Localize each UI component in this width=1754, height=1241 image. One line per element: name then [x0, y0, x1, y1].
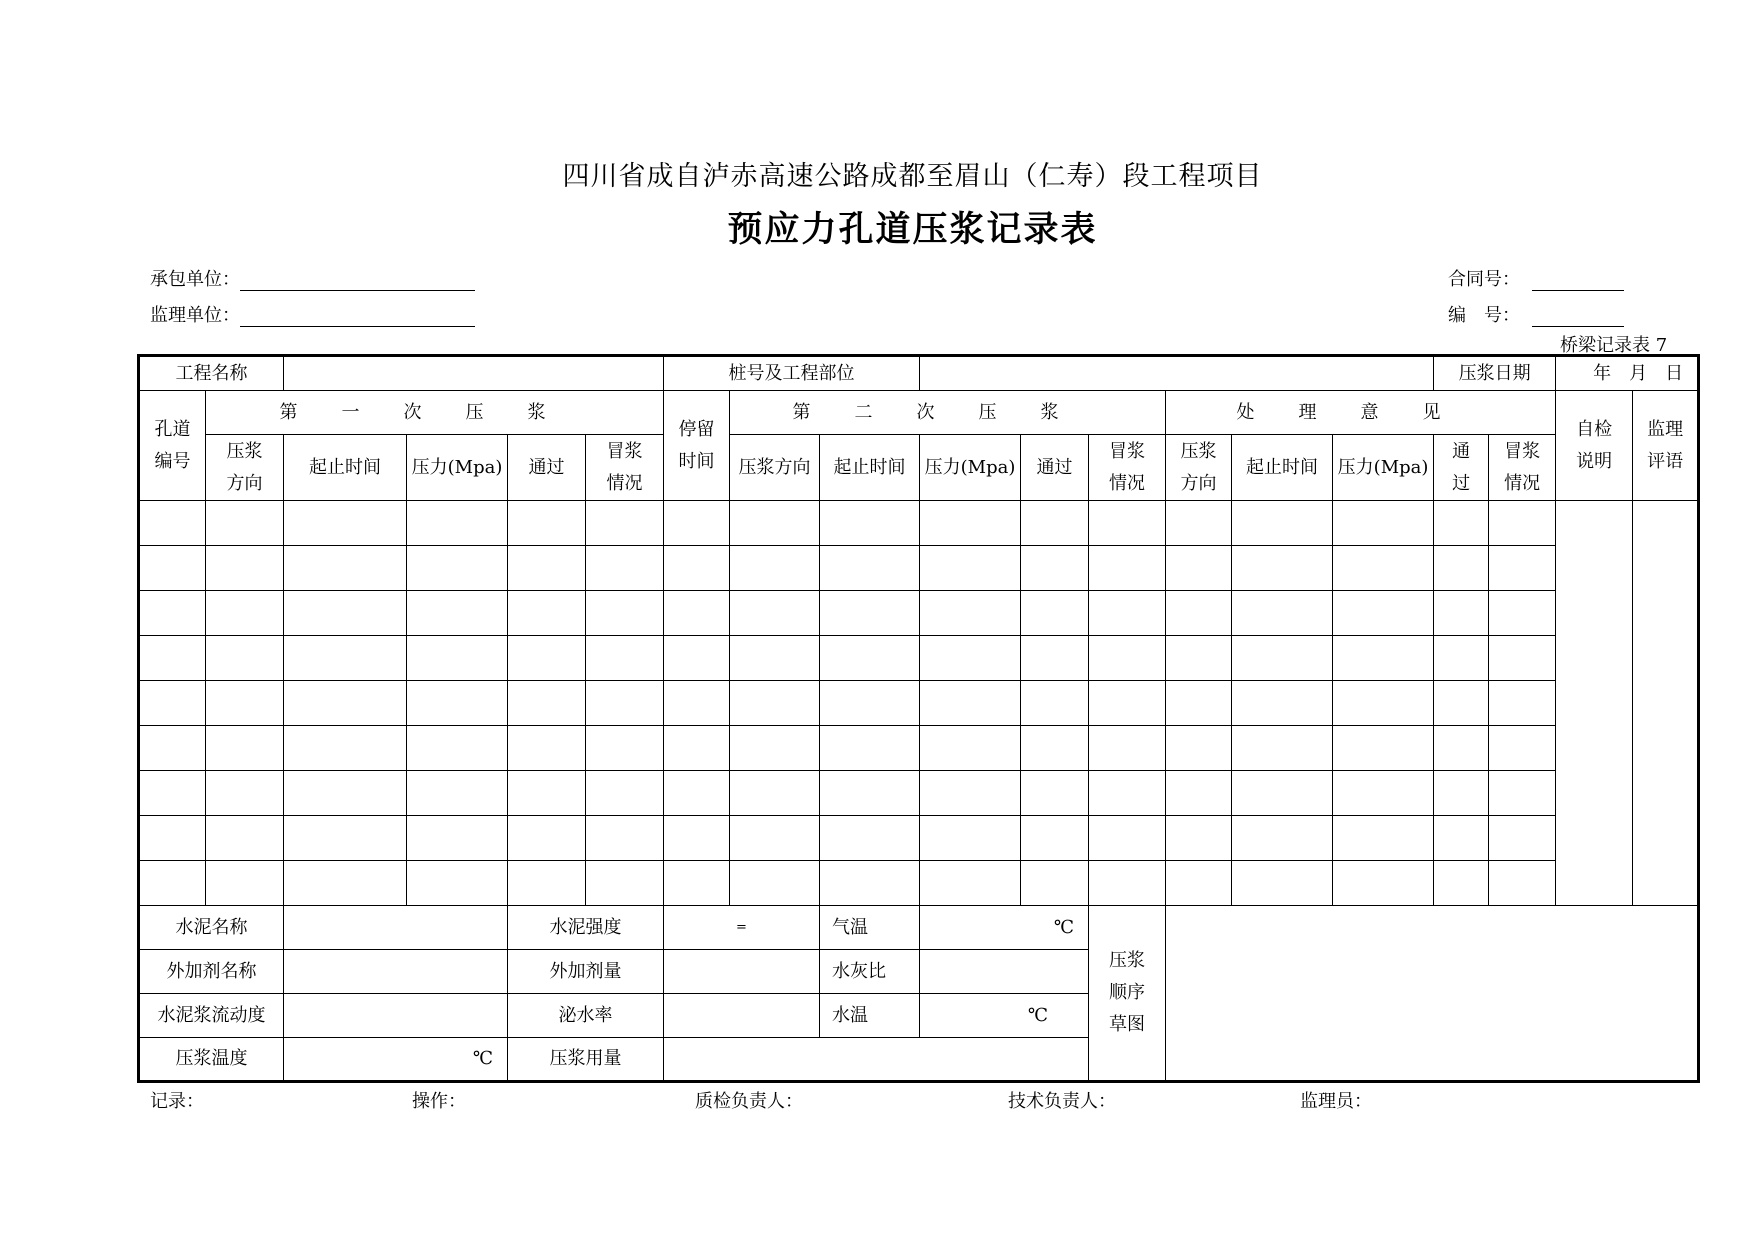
- table-cell[interactable]: [284, 681, 407, 726]
- table-cell[interactable]: [1089, 546, 1166, 591]
- table-cell[interactable]: [664, 771, 730, 816]
- table-cell[interactable]: [1434, 636, 1489, 681]
- table-cell[interactable]: [1434, 861, 1489, 906]
- table-cell[interactable]: [1021, 681, 1089, 726]
- project-name-label: 工程名称: [139, 356, 284, 391]
- table-cell[interactable]: [1089, 771, 1166, 816]
- table-cell[interactable]: [586, 501, 664, 546]
- table-cell[interactable]: [139, 546, 206, 591]
- sub-pressure-2: 压力(Mpa): [920, 435, 1021, 501]
- table-row: [139, 636, 1699, 681]
- table-cell[interactable]: [206, 636, 284, 681]
- grout-date-value[interactable]: 年 月 日: [1556, 356, 1699, 391]
- table-row: [139, 681, 1699, 726]
- table-cell[interactable]: [139, 726, 206, 771]
- grout-temp-label: 压浆温度: [139, 1038, 284, 1082]
- supervisor-label: 监理单位：: [150, 305, 240, 326]
- table-row: [139, 726, 1699, 771]
- admixture-name-label: 外加剂名称: [139, 950, 284, 994]
- table-cell[interactable]: [1232, 771, 1333, 816]
- table-cell[interactable]: [820, 771, 920, 816]
- serial-no-label: 编 号：: [1448, 305, 1520, 326]
- sketch-area[interactable]: [1166, 906, 1699, 1082]
- fluidity-label: 水泥浆流动度: [139, 994, 284, 1038]
- self-check-value[interactable]: [1556, 501, 1633, 906]
- table-cell[interactable]: [820, 681, 920, 726]
- table-cell[interactable]: [820, 591, 920, 636]
- table-cell[interactable]: [508, 501, 586, 546]
- table-cell[interactable]: [139, 816, 206, 861]
- header-row-2: [139, 435, 1699, 501]
- table-cell[interactable]: [820, 546, 920, 591]
- station-label: 桩号及工程部位: [664, 356, 920, 391]
- table-cell[interactable]: [1232, 546, 1333, 591]
- table-cell[interactable]: [1232, 591, 1333, 636]
- table-cell[interactable]: [586, 726, 664, 771]
- table-cell[interactable]: [1489, 591, 1556, 636]
- table-cell[interactable]: [206, 681, 284, 726]
- serial-no-line[interactable]: [1532, 308, 1624, 327]
- table-cell[interactable]: [284, 636, 407, 681]
- table-cell[interactable]: [1089, 726, 1166, 771]
- table-row: [139, 591, 1699, 636]
- wc-ratio-value[interactable]: [920, 950, 1089, 994]
- table-cell[interactable]: [1333, 681, 1434, 726]
- table-cell[interactable]: [1489, 681, 1556, 726]
- table-cell[interactable]: [1232, 681, 1333, 726]
- table-cell[interactable]: [508, 861, 586, 906]
- table-cell[interactable]: [1434, 726, 1489, 771]
- table-cell[interactable]: [407, 546, 508, 591]
- sub-pressure-1: 压力(Mpa): [407, 435, 508, 501]
- table-cell[interactable]: [1489, 546, 1556, 591]
- sub-direction-2: 压浆方向: [730, 435, 820, 501]
- table-cell[interactable]: [1089, 591, 1166, 636]
- table-cell[interactable]: [407, 861, 508, 906]
- table-cell[interactable]: [730, 546, 820, 591]
- table-cell[interactable]: [1232, 816, 1333, 861]
- grout-amount-label: 压浆用量: [508, 1038, 664, 1082]
- operator-label: 操作：: [412, 1091, 466, 1112]
- bleeding-label: 泌水率: [508, 994, 664, 1038]
- table-cell[interactable]: [730, 816, 820, 861]
- table-cell[interactable]: [586, 546, 664, 591]
- project-name-value[interactable]: [284, 356, 664, 391]
- cement-strength-label: 水泥强度: [508, 906, 664, 950]
- table-cell[interactable]: [1089, 681, 1166, 726]
- sub-overflow-1: 冒浆情况: [586, 435, 664, 501]
- table-cell[interactable]: [407, 636, 508, 681]
- tech-label: 技术负责人：: [1008, 1091, 1116, 1112]
- sub-overflow-3: 冒浆情况: [1489, 435, 1556, 501]
- table-cell[interactable]: [139, 681, 206, 726]
- table-cell[interactable]: [920, 591, 1021, 636]
- table-cell[interactable]: [1089, 636, 1166, 681]
- table-cell[interactable]: [820, 636, 920, 681]
- col-self-check: 自检说明: [1556, 391, 1633, 501]
- supervisor-field: [150, 301, 475, 327]
- table-cell[interactable]: [920, 681, 1021, 726]
- admixture-name-value[interactable]: [284, 950, 508, 994]
- sub-overflow-2: 冒浆情况: [1089, 435, 1166, 501]
- table-cell[interactable]: [664, 861, 730, 906]
- cement-name-label: 水泥名称: [139, 906, 284, 950]
- table-cell[interactable]: [508, 546, 586, 591]
- table-cell[interactable]: [920, 771, 1021, 816]
- serial-no-field: [1448, 301, 1624, 327]
- table-cell[interactable]: [206, 726, 284, 771]
- table-cell[interactable]: [1434, 771, 1489, 816]
- contractor-field: [150, 265, 475, 291]
- table-cell[interactable]: [730, 636, 820, 681]
- table-cell[interactable]: [1021, 591, 1089, 636]
- table-cell[interactable]: [407, 771, 508, 816]
- table-cell[interactable]: [508, 636, 586, 681]
- table-cell[interactable]: [284, 771, 407, 816]
- table-cell[interactable]: [1232, 636, 1333, 681]
- table-row: [139, 546, 1699, 591]
- col-dwell-time: 停留时间: [664, 391, 730, 501]
- supervisor-line[interactable]: [240, 308, 475, 327]
- sub-direction-3: 压浆方向: [1166, 435, 1232, 501]
- table-cell[interactable]: [508, 726, 586, 771]
- table-cell[interactable]: [1232, 501, 1333, 546]
- table-cell[interactable]: [1333, 771, 1434, 816]
- table-cell[interactable]: [206, 861, 284, 906]
- table-cell[interactable]: [1166, 501, 1232, 546]
- table-row: [139, 501, 1699, 546]
- table-cell[interactable]: [920, 636, 1021, 681]
- table-cell[interactable]: [1089, 816, 1166, 861]
- table-cell[interactable]: [1021, 771, 1089, 816]
- table-cell[interactable]: [284, 816, 407, 861]
- grout-amount-value[interactable]: [664, 1038, 1089, 1082]
- table-cell[interactable]: [664, 501, 730, 546]
- table-cell[interactable]: [730, 861, 820, 906]
- table-cell[interactable]: [820, 501, 920, 546]
- grout-date-label: 压浆日期: [1434, 356, 1556, 391]
- sketch-label: 压浆顺序草图: [1089, 906, 1166, 1082]
- table-cell[interactable]: [508, 591, 586, 636]
- table-cell[interactable]: [1434, 681, 1489, 726]
- table-cell[interactable]: [730, 501, 820, 546]
- table-cell[interactable]: [664, 726, 730, 771]
- table-cell[interactable]: [407, 816, 508, 861]
- cement-name-value[interactable]: [284, 906, 508, 950]
- info-row: [139, 356, 1699, 391]
- table-cell[interactable]: [508, 681, 586, 726]
- table-cell[interactable]: [1333, 816, 1434, 861]
- table-cell[interactable]: [1333, 546, 1434, 591]
- table-cell[interactable]: [1166, 861, 1232, 906]
- form-title: 预应力孔道压浆记录表: [727, 209, 1098, 250]
- table-cell[interactable]: [1021, 501, 1089, 546]
- table-cell[interactable]: [920, 816, 1021, 861]
- table-cell[interactable]: [1089, 501, 1166, 546]
- table-cell[interactable]: [730, 726, 820, 771]
- table-cell[interactable]: [1232, 726, 1333, 771]
- table-cell[interactable]: [1166, 726, 1232, 771]
- table-cell[interactable]: [730, 591, 820, 636]
- materials-row-1: [139, 906, 1699, 950]
- col-supervisor-comment: 监理评语: [1633, 391, 1699, 501]
- supervisor-signature-label: 监理员：: [1300, 1091, 1372, 1112]
- table-cell[interactable]: [1333, 861, 1434, 906]
- table-cell[interactable]: [206, 771, 284, 816]
- table-cell[interactable]: [407, 501, 508, 546]
- table-cell[interactable]: [1489, 726, 1556, 771]
- table-cell[interactable]: [1021, 636, 1089, 681]
- contractor-line[interactable]: [240, 272, 475, 291]
- sub-direction-1: 压浆方向: [206, 435, 284, 501]
- table-cell[interactable]: [820, 816, 920, 861]
- table-cell[interactable]: [1166, 816, 1232, 861]
- grout-temp-value[interactable]: ℃: [284, 1038, 508, 1082]
- table-cell[interactable]: [1021, 816, 1089, 861]
- col-treatment: 处理意见: [1166, 391, 1556, 435]
- table-row: [139, 861, 1699, 906]
- table-cell[interactable]: [1434, 501, 1489, 546]
- table-cell[interactable]: [284, 726, 407, 771]
- table-row: [139, 816, 1699, 861]
- supervisor-comment-value[interactable]: [1633, 501, 1699, 906]
- table-cell[interactable]: [664, 546, 730, 591]
- water-temp-value[interactable]: ℃: [920, 994, 1089, 1038]
- col-second-grout: 第二次压浆: [730, 391, 1166, 435]
- table-cell[interactable]: [508, 816, 586, 861]
- project-title: 四川省成自泸赤高速公路成都至眉山（仁寿）段工程项目: [562, 161, 1263, 192]
- table-cell[interactable]: [586, 816, 664, 861]
- table-cell[interactable]: [1166, 546, 1232, 591]
- table-cell[interactable]: [508, 771, 586, 816]
- table-cell[interactable]: [1089, 861, 1166, 906]
- station-value[interactable]: [920, 356, 1434, 391]
- recorder-label: 记录：: [150, 1091, 204, 1112]
- table-cell[interactable]: [407, 681, 508, 726]
- table-cell[interactable]: [139, 501, 206, 546]
- table-cell[interactable]: [1489, 816, 1556, 861]
- table-cell[interactable]: [206, 501, 284, 546]
- table-cell[interactable]: [407, 591, 508, 636]
- table-cell[interactable]: [407, 726, 508, 771]
- fluidity-value[interactable]: [284, 994, 508, 1038]
- table-cell[interactable]: [586, 681, 664, 726]
- admixture-amount-value[interactable]: [664, 950, 820, 994]
- header-row-1: [139, 391, 1699, 435]
- table-cell[interactable]: [586, 861, 664, 906]
- table-cell[interactable]: [1489, 861, 1556, 906]
- table-cell[interactable]: [1333, 636, 1434, 681]
- table-cell[interactable]: [664, 681, 730, 726]
- table-cell[interactable]: [1333, 501, 1434, 546]
- table-cell[interactable]: [1489, 501, 1556, 546]
- grouting-record-table: [137, 354, 1700, 1083]
- col-duct-no: 孔道编号: [139, 391, 206, 501]
- table-cell[interactable]: [139, 861, 206, 906]
- table-cell[interactable]: [730, 681, 820, 726]
- table-cell[interactable]: [664, 591, 730, 636]
- sub-passed-2: 通过: [1021, 435, 1089, 501]
- table-cell[interactable]: [920, 861, 1021, 906]
- table-row: [139, 771, 1699, 816]
- contract-no-line[interactable]: [1532, 272, 1624, 291]
- bleeding-value[interactable]: [664, 994, 820, 1038]
- table-cell[interactable]: [1166, 591, 1232, 636]
- table-cell[interactable]: [1166, 636, 1232, 681]
- table-cell[interactable]: [586, 771, 664, 816]
- table-cell[interactable]: [920, 501, 1021, 546]
- sub-passed-1: 通过: [508, 435, 586, 501]
- table-cell[interactable]: [1434, 816, 1489, 861]
- table-cell[interactable]: [1333, 591, 1434, 636]
- qc-label: 质检负责人：: [695, 1091, 803, 1112]
- table-cell[interactable]: [1021, 861, 1089, 906]
- contract-no-label: 合同号：: [1448, 269, 1520, 290]
- table-cell[interactable]: [820, 726, 920, 771]
- table-cell[interactable]: [206, 546, 284, 591]
- table-cell[interactable]: [139, 771, 206, 816]
- form-code: 桥梁记录表 7: [1560, 335, 1668, 356]
- sub-passed-3: 通过: [1434, 435, 1489, 501]
- table-cell[interactable]: [1021, 546, 1089, 591]
- table-cell[interactable]: [1434, 591, 1489, 636]
- wc-ratio-label: 水灰比: [820, 950, 920, 994]
- table-cell[interactable]: [284, 546, 407, 591]
- table-cell[interactable]: [820, 861, 920, 906]
- table-cell[interactable]: [284, 591, 407, 636]
- table-cell[interactable]: [1166, 771, 1232, 816]
- table-cell[interactable]: [284, 501, 407, 546]
- table-cell[interactable]: [586, 591, 664, 636]
- table-cell[interactable]: [920, 726, 1021, 771]
- table-cell[interactable]: [1166, 681, 1232, 726]
- sub-pressure-3: 压力(Mpa): [1333, 435, 1434, 501]
- table-cell[interactable]: [1489, 771, 1556, 816]
- air-temp-label: 气温: [820, 906, 920, 950]
- sub-start-end-2: 起止时间: [820, 435, 920, 501]
- table-cell[interactable]: [206, 816, 284, 861]
- contractor-label: 承包单位：: [150, 269, 240, 290]
- contract-no-field: [1448, 265, 1624, 291]
- table-cell[interactable]: [730, 771, 820, 816]
- table-cell[interactable]: [664, 636, 730, 681]
- air-temp-value[interactable]: ℃: [920, 906, 1089, 950]
- table-cell[interactable]: [206, 591, 284, 636]
- table-cell[interactable]: [1232, 861, 1333, 906]
- table-cell[interactable]: [1021, 726, 1089, 771]
- table-cell[interactable]: [586, 636, 664, 681]
- table-cell[interactable]: [1333, 726, 1434, 771]
- cement-strength-value[interactable]: =: [664, 906, 820, 950]
- sub-start-end-3: 起止时间: [1232, 435, 1333, 501]
- sub-start-end-1: 起止时间: [284, 435, 407, 501]
- admixture-amount-label: 外加剂量: [508, 950, 664, 994]
- table-cell[interactable]: [139, 636, 206, 681]
- table-cell[interactable]: [1489, 636, 1556, 681]
- table-cell[interactable]: [920, 546, 1021, 591]
- table-cell[interactable]: [1434, 546, 1489, 591]
- col-first-grout: 第一次压浆: [206, 391, 664, 435]
- table-cell[interactable]: [284, 861, 407, 906]
- table-cell[interactable]: [664, 816, 730, 861]
- table-cell[interactable]: [139, 591, 206, 636]
- water-temp-label: 水温: [820, 994, 920, 1038]
